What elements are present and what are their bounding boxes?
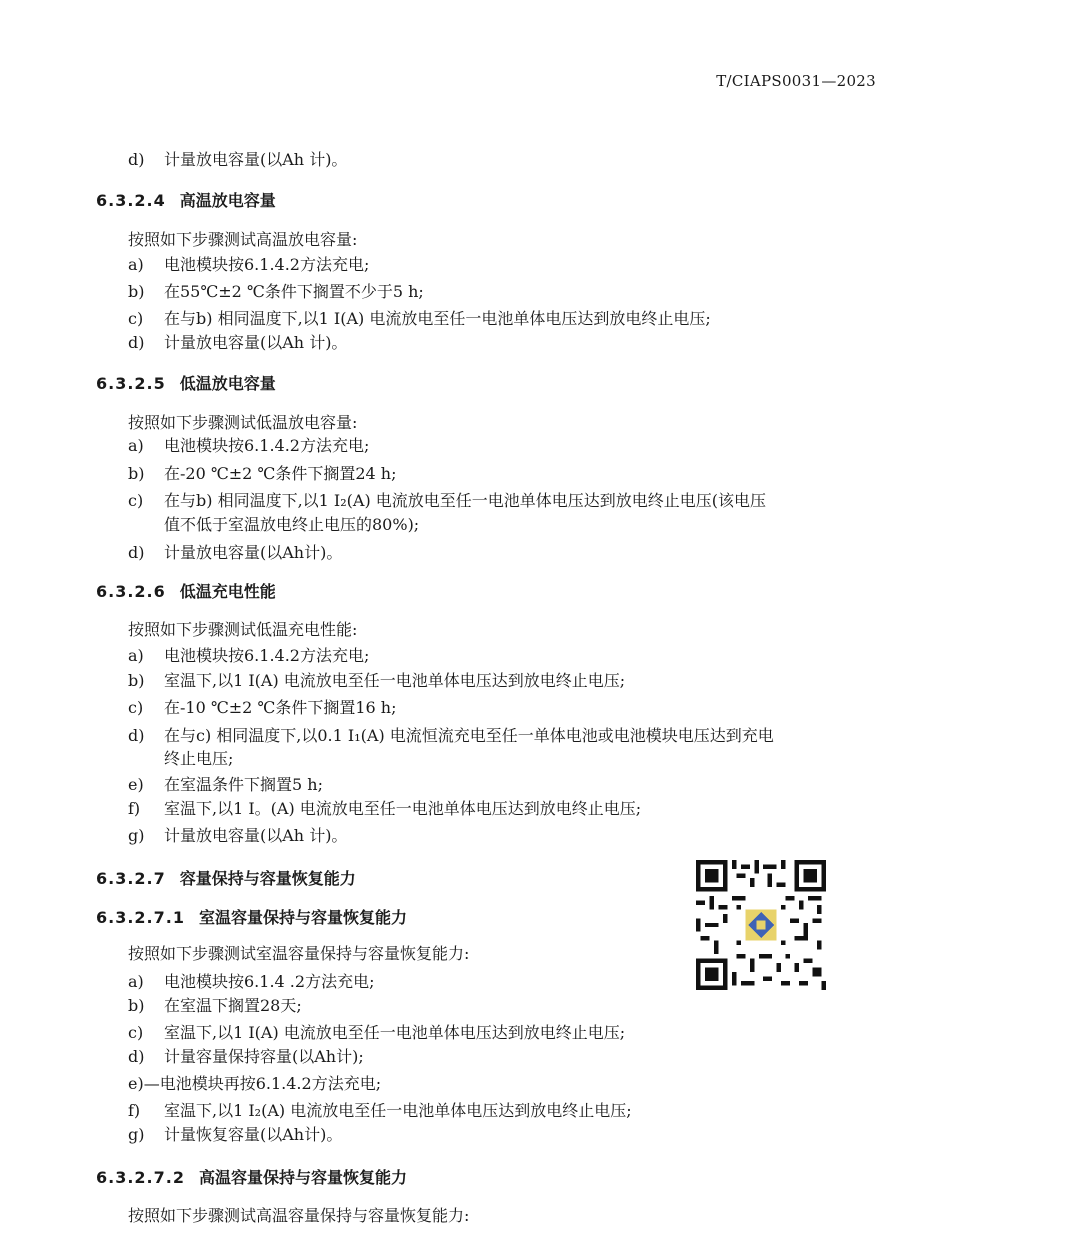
list-item-text: 计量放电容量(以Ah 计)。: [164, 150, 348, 169]
standard-number: T/CIAPS0031—2023: [716, 72, 876, 90]
list-marker: d): [128, 333, 145, 352]
list-item-text: 在与b) 相同温度下,以1 I₂(A) 电流放电至任一电池单体电压达到放电终止电压(该电压: [164, 491, 767, 510]
list-marker: b): [128, 996, 145, 1015]
section-title: 室温容量保持与容量恢复能力: [198, 908, 407, 927]
list-item: [128, 150, 347, 170]
section-number: 6.3.2.4: [96, 191, 166, 210]
list-item: [128, 646, 369, 666]
list-marker: a): [128, 646, 144, 665]
list-item: [128, 436, 369, 456]
list-item-text: 室温下,以1 I(A) 电流放电至任一电池单体电压达到放电终止电压;: [164, 1023, 626, 1042]
list-marker: d): [128, 726, 145, 745]
section-heading: [96, 582, 276, 602]
list-marker: b): [128, 671, 145, 690]
list-item-text: 室温下,以1 I(A) 电流放电至任一电池单体电压达到放电终止电压;: [164, 671, 626, 690]
list-item: [128, 826, 347, 846]
list-marker: g): [128, 826, 145, 845]
section-heading: [96, 191, 276, 211]
list-item: [128, 309, 711, 329]
section-title: 低温放电容量: [179, 374, 276, 393]
list-item: [128, 996, 302, 1016]
section-heading: [96, 374, 276, 394]
list-item: [128, 1023, 625, 1043]
list-item-text: 计量放电容量(以Ah计)。: [164, 543, 343, 562]
list-item-text: 电池模块按6.1.4.2方法充电;: [164, 436, 370, 455]
list-marker: a): [128, 436, 144, 455]
list-item: [128, 698, 396, 718]
list-marker: a): [128, 972, 144, 991]
list-item: [128, 491, 766, 511]
list-item-continuation: 值不低于室温放电终止电压的80%);: [164, 515, 420, 534]
list-item-text: 计量放电容量(以Ah 计)。: [164, 333, 348, 352]
section-title: 高温容量保持与容量恢复能力: [198, 1168, 407, 1187]
list-item-text: 计量放电容量(以Ah 计)。: [164, 826, 348, 845]
list-item-text: 电池模块按6.1.4.2方法充电;: [164, 255, 370, 274]
list-item-text: 室温下,以1 I₂(A) 电流放电至任一电池单体电压达到放电终止电压;: [164, 1101, 632, 1120]
list-item: [128, 1101, 632, 1121]
list-item-text: 在室温条件下搁置5 h;: [164, 775, 323, 794]
section-number: 6.3.2.5: [96, 374, 166, 393]
section-title: 低温充电性能: [179, 582, 276, 601]
section-heading: [96, 869, 356, 889]
list-item: [128, 799, 641, 819]
section-number: 6.3.2.7.1: [96, 908, 185, 927]
list-item-continuation: 终止电压;: [164, 749, 234, 768]
list-marker: g): [128, 1125, 145, 1144]
section-heading: [96, 1168, 407, 1188]
list-marker: a): [128, 255, 144, 274]
list-marker: c): [128, 698, 144, 717]
list-item-text: 电池模块按6.1.4 .2方法充电;: [164, 972, 375, 991]
paragraph: 按照如下步骤测试室温容量保持与容量恢复能力:: [128, 944, 470, 963]
list-marker: c): [128, 491, 144, 510]
list-item: [128, 1047, 364, 1067]
section-heading: [96, 908, 407, 928]
list-item-text: 计量恢复容量(以Ah计)。: [164, 1125, 343, 1144]
paragraph: 按照如下步骤测试低温充电性能:: [128, 620, 358, 639]
list-marker: d): [128, 1047, 145, 1066]
list-marker: f): [128, 1101, 141, 1120]
list-item-text: 计量容量保持容量(以Ah计);: [164, 1047, 364, 1066]
list-item: [128, 333, 347, 353]
section-number: 6.3.2.7: [96, 869, 166, 888]
paragraph: 按照如下步骤测试高温容量保持与容量恢复能力:: [128, 1206, 470, 1225]
list-item-text: 在-20 ℃±2 ℃条件下搁置24 h;: [164, 464, 397, 483]
section-number: 6.3.2.7.2: [96, 1168, 185, 1187]
list-marker: b): [128, 282, 145, 301]
list-marker: c): [128, 1023, 144, 1042]
list-item: [128, 775, 323, 795]
list-marker: b): [128, 464, 145, 483]
list-marker: d): [128, 150, 145, 169]
list-item: [128, 1125, 342, 1145]
list-item: [128, 972, 374, 992]
paragraph: e)—电池模块再按6.1.4.2方法充电;: [128, 1074, 382, 1093]
list-marker: f): [128, 799, 141, 818]
list-item-text: 室温下,以1 I。(A) 电流放电至任一电池单体电压达到放电终止电压;: [164, 799, 642, 818]
section-title: 容量保持与容量恢复能力: [179, 869, 356, 888]
list-item: [128, 464, 396, 484]
list-marker: c): [128, 309, 144, 328]
list-item-text: 在与b) 相同温度下,以1 I(A) 电流放电至任一电池单体电压达到放电终止电压;: [164, 309, 711, 328]
list-marker: e): [128, 775, 144, 794]
list-item-text: 在室温下搁置28天;: [164, 996, 302, 1015]
section-number: 6.3.2.6: [96, 582, 166, 601]
list-item: [128, 255, 369, 275]
list-item: [128, 671, 625, 691]
list-item-text: 电池模块按6.1.4.2方法充电;: [164, 646, 370, 665]
paragraph: 按照如下步骤测试高温放电容量:: [128, 230, 358, 249]
section-title: 高温放电容量: [179, 191, 276, 210]
list-marker: d): [128, 543, 145, 562]
paragraph: 按照如下步骤测试低温放电容量:: [128, 413, 358, 432]
list-item-text: 在-10 ℃±2 ℃条件下搁置16 h;: [164, 698, 397, 717]
list-item: [128, 726, 774, 746]
list-item-text: 在与c) 相同温度下,以0.1 I₁(A) 电流恒流充电至任一单体电池或电池模块电压达到充电: [164, 726, 774, 745]
list-item-text: 在55℃±2 ℃条件下搁置不少于5 h;: [164, 282, 424, 301]
qr-code-icon: [692, 860, 830, 990]
list-item: [128, 543, 342, 563]
list-item: [128, 282, 424, 302]
